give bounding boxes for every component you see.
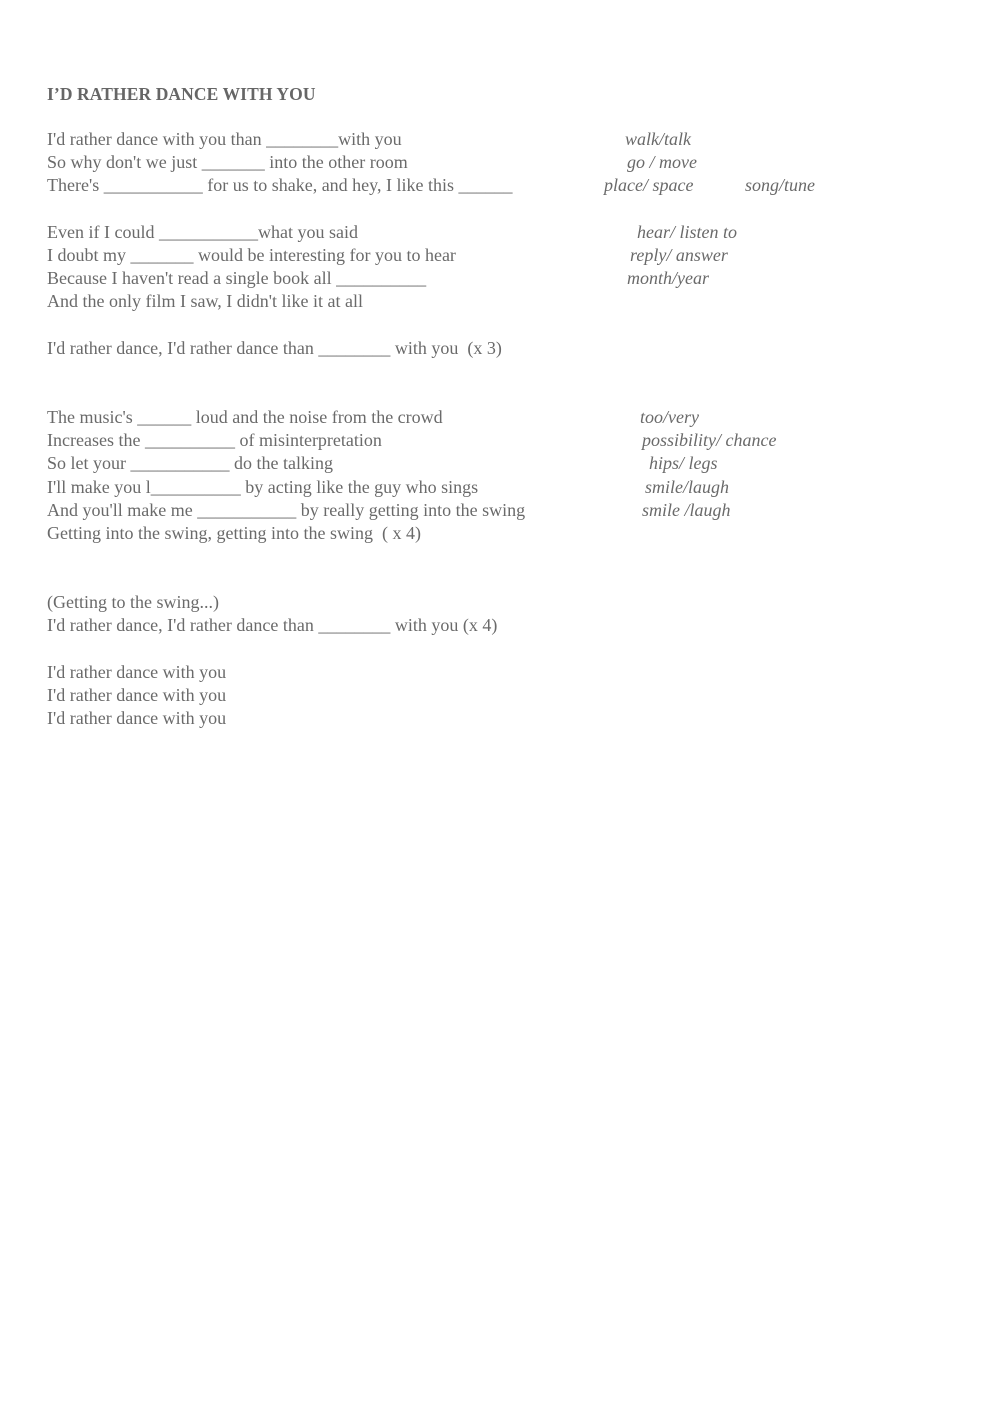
lyric-line: And the only film I saw, I didn't like it at all [47, 291, 364, 311]
option-hint: hear/ listen to [637, 222, 737, 242]
lyric-line: I'd rather dance, I'd rather dance than ________ with you (x 4) [47, 615, 498, 635]
lyric-line: Because I haven't read a single book all __________ [47, 268, 427, 288]
lyric-line: Even if I could ___________what you said [47, 222, 358, 242]
option-hint: go / move [627, 152, 697, 172]
page-title: I’D RATHER DANCE WITH YOU [47, 84, 316, 104]
lyric-line: The music's ______ loud and the noise from the crowd [47, 407, 443, 427]
lyric-line: Increases the __________ of misinterpretation [47, 430, 382, 450]
option-hint: possibility/ chance [642, 430, 777, 450]
option-hint: smile /laugh [642, 500, 731, 520]
lyric-line: There's ___________ for us to shake, and hey, I like this ______ [47, 175, 513, 195]
lyric-line: I'd rather dance, I'd rather dance than ________ with you (x 3) [47, 338, 502, 358]
option-hint: hips/ legs [649, 453, 718, 473]
lyric-line: (Getting to the swing...) [47, 592, 219, 612]
lyric-line: I doubt my _______ would be interesting for you to hear [47, 245, 456, 265]
lyric-line: Getting into the swing, getting into the swing ( x 4) [47, 523, 421, 543]
lyric-line: So why don't we just _______ into the other room [47, 152, 408, 172]
option-hint: place/ space [604, 175, 694, 195]
lyric-line: I'd rather dance with you [47, 685, 227, 705]
option-hint: song/tune [745, 175, 815, 195]
option-hint: too/very [640, 407, 699, 427]
lyric-line: I'll make you l__________ by acting like the guy who sings [47, 477, 479, 497]
lyric-line: And you'll make me ___________ by really getting into the swing [47, 500, 526, 520]
lyric-line: I'd rather dance with you [47, 662, 227, 682]
lyric-line: So let your ___________ do the talking [47, 453, 333, 473]
lyric-line: I'd rather dance with you [47, 708, 227, 728]
option-hint: month/year [627, 268, 709, 288]
option-hint: walk/talk [625, 129, 691, 149]
lyric-line: I'd rather dance with you than ________with you [47, 129, 402, 149]
option-hint: smile/laugh [645, 477, 729, 497]
option-hint: reply/ answer [630, 245, 728, 265]
